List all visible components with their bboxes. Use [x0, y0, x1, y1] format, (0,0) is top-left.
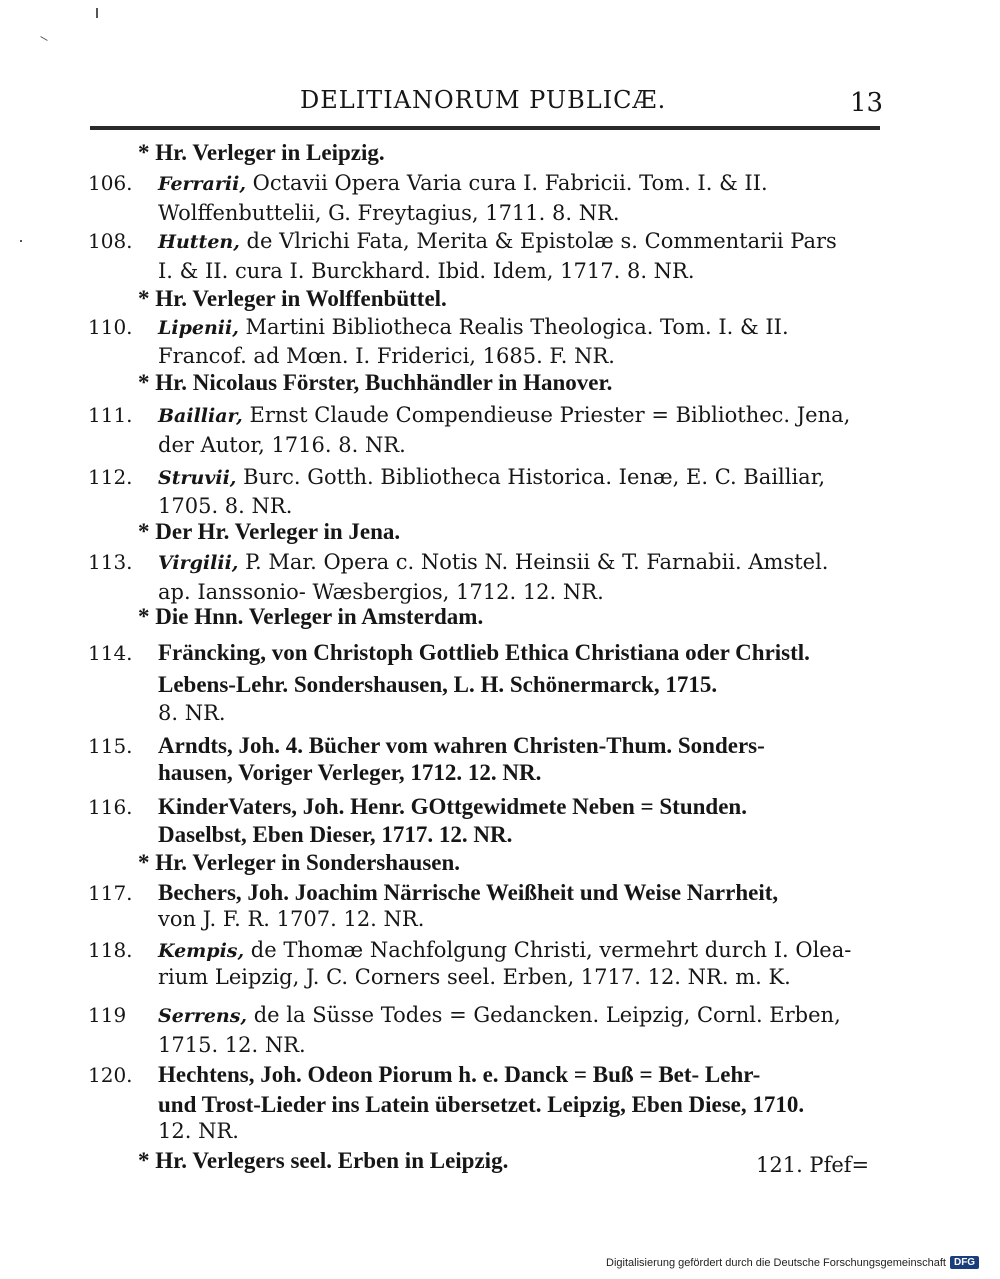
entry-number: 116.	[88, 795, 133, 819]
entry-number: 118.	[88, 938, 133, 962]
line-text: * Der Hr. Verleger in Jena.	[138, 519, 401, 544]
entry-number: 110.	[88, 315, 133, 339]
header-rule	[90, 126, 880, 130]
author-name: Kempis,	[158, 940, 245, 962]
text-line	[158, 432, 406, 458]
entry-number: 117.	[88, 881, 133, 905]
text-line	[138, 286, 447, 312]
text-line	[158, 493, 292, 519]
line-text: und Trost-Lieder ins Latein übersetzet. Leipzig, Eben Diese, 1710.	[158, 1092, 805, 1117]
text-line	[158, 760, 541, 786]
line-text: de Vlrichi Fata, Merita & Epistolæ s. Commentarii Pars	[246, 229, 837, 253]
line-text: Ernst Claude Compendieuse Priester = Bibliothec. Jena,	[249, 403, 851, 427]
author-name: Lipenii,	[158, 317, 239, 339]
line-text: Martini Bibliotheca Realis Theologica. Tom. I. & II.	[245, 315, 789, 339]
line-text: de Thomæ Nachfolgung Christi, vermehrt durch I. Olea-	[250, 938, 852, 962]
text-line	[88, 733, 765, 759]
entry-number: 108.	[88, 229, 133, 253]
text-line	[88, 1002, 841, 1029]
text-line	[158, 1032, 306, 1058]
author-name: Ferrarii,	[158, 173, 246, 195]
text-line	[88, 794, 747, 820]
line-text: ap. Ianssonio- Wæsbergios, 1712. 12. NR.	[158, 580, 604, 604]
footer	[606, 1256, 979, 1269]
line-text: rium Leipzig, J. C. Corners seel. Erben, 1717. 12. NR. m. K.	[158, 965, 791, 989]
entry-number: 112.	[88, 465, 133, 489]
text-line	[138, 1148, 508, 1174]
line-text: * Hr. Verleger in Leipzig.	[138, 140, 385, 165]
text-line	[88, 464, 826, 491]
line-text: I. & II. cura I. Burckhard. Ibid. Idem, 1717. 8. NR.	[158, 259, 695, 283]
line-text: * Die Hnn. Verleger in Amsterdam.	[138, 604, 484, 629]
text-line	[158, 343, 615, 369]
line-text: * Hr. Verleger in Sondershausen.	[138, 850, 461, 875]
author-name: Hutten,	[158, 231, 240, 253]
line-text: Bechers, Joh. Joachim Närrische Weißheit und Weise Narrheit,	[158, 880, 779, 905]
text-line	[88, 402, 851, 429]
line-text: * Hr. Nicolaus Förster, Buchhändler in Hanover.	[138, 370, 613, 395]
page-number: 13	[850, 88, 884, 118]
line-text: de la Süsse Todes = Gedancken. Leipzig, Cornl. Erben,	[253, 1003, 841, 1027]
author-name: Struvii,	[158, 467, 237, 489]
line-text: P. Mar. Opera c. Notis N. Heinsii & T. Farnabii. Amstel.	[245, 550, 829, 574]
text-line	[158, 1118, 239, 1144]
footer-text: Digitalisierung gefördert durch die Deutsche Forschungsgemeinschaft	[606, 1256, 946, 1269]
author-name: Virgilii,	[158, 552, 239, 574]
text-line	[88, 880, 779, 906]
line-text: Daselbst, Eben Dieser, 1717. 12. NR.	[158, 822, 513, 847]
text-line	[88, 228, 837, 255]
catchword: 121. Pfef=	[756, 1153, 870, 1177]
line-text: Octavii Opera Varia cura I. Fabricii. Tom. I. & II.	[252, 171, 768, 195]
text-line	[158, 258, 695, 284]
author-name: Bailliar,	[158, 405, 243, 427]
text-line	[138, 140, 385, 166]
line-text: Hechtens, Joh. Odeon Piorum h. e. Danck = Buß = Bet- Lehr-	[158, 1062, 761, 1087]
text-line	[88, 549, 829, 576]
text-line	[88, 640, 810, 666]
text-line	[158, 964, 791, 990]
line-text: hausen, Voriger Verleger, 1712. 12. NR.	[158, 760, 542, 785]
line-text: Arndts, Joh. 4. Bücher vom wahren Christen-Thum. Sonders-	[158, 733, 765, 758]
text-line	[88, 937, 852, 964]
scan-speck	[20, 240, 22, 242]
text-line	[158, 672, 717, 698]
line-text: 12. NR.	[158, 1119, 239, 1143]
line-text: von J. F. R. 1707. 12. NR.	[158, 907, 425, 931]
line-text: 8. NR.	[158, 701, 226, 725]
text-line	[158, 822, 512, 848]
text-line	[138, 370, 612, 396]
text-line	[158, 700, 226, 726]
scan-speck	[40, 36, 47, 41]
line-text: der Autor, 1716. 8. NR.	[158, 433, 406, 457]
entry-number: 114.	[88, 641, 133, 665]
text-line	[158, 579, 604, 605]
text-line	[88, 1062, 761, 1088]
entry-number: 120.	[88, 1063, 133, 1087]
entry-number: 106.	[88, 171, 133, 195]
text-line	[138, 604, 483, 630]
dfg-logo-icon: DFG	[950, 1256, 979, 1269]
scan-speck	[96, 8, 98, 18]
text-line	[138, 850, 460, 876]
running-header: DELITIANORUM PUBLICÆ.	[300, 86, 667, 114]
line-text: KinderVaters, Joh. Henr. GOttgewidmete Neben = Stunden.	[158, 794, 747, 819]
entry-number: 119	[88, 1003, 127, 1027]
text-line	[88, 314, 789, 341]
entry-number: 113.	[88, 550, 133, 574]
line-text: Fräncking, von Christoph Gottlieb Ethica Christiana oder Christl.	[158, 640, 810, 665]
text-line	[158, 906, 424, 932]
line-text: * Hr. Verlegers seel. Erben in Leipzig.	[138, 1148, 509, 1173]
text-line	[138, 519, 400, 545]
entry-number: 111.	[88, 403, 133, 427]
line-text: Francof. ad Mœn. I. Friderici, 1685. F. NR.	[158, 344, 615, 368]
line-text: * Hr. Verleger in Wolffenbüttel.	[138, 286, 447, 311]
line-text: 1705. 8. NR.	[158, 494, 293, 518]
line-text: Lebens-Lehr. Sondershausen, L. H. Schönermarck, 1715.	[158, 672, 718, 697]
line-text: 1715. 12. NR.	[158, 1033, 306, 1057]
line-text: Burc. Gotth. Bibliotheca Historica. Ienæ, E. C. Bailliar,	[243, 465, 826, 489]
text-line	[158, 1092, 804, 1118]
entry-number: 115.	[88, 734, 133, 758]
author-name: Serrens,	[158, 1005, 248, 1027]
text-line	[158, 200, 620, 226]
text-line	[88, 170, 768, 197]
line-text: Wolffenbuttelii, G. Freytagius, 1711. 8. NR.	[158, 201, 620, 225]
